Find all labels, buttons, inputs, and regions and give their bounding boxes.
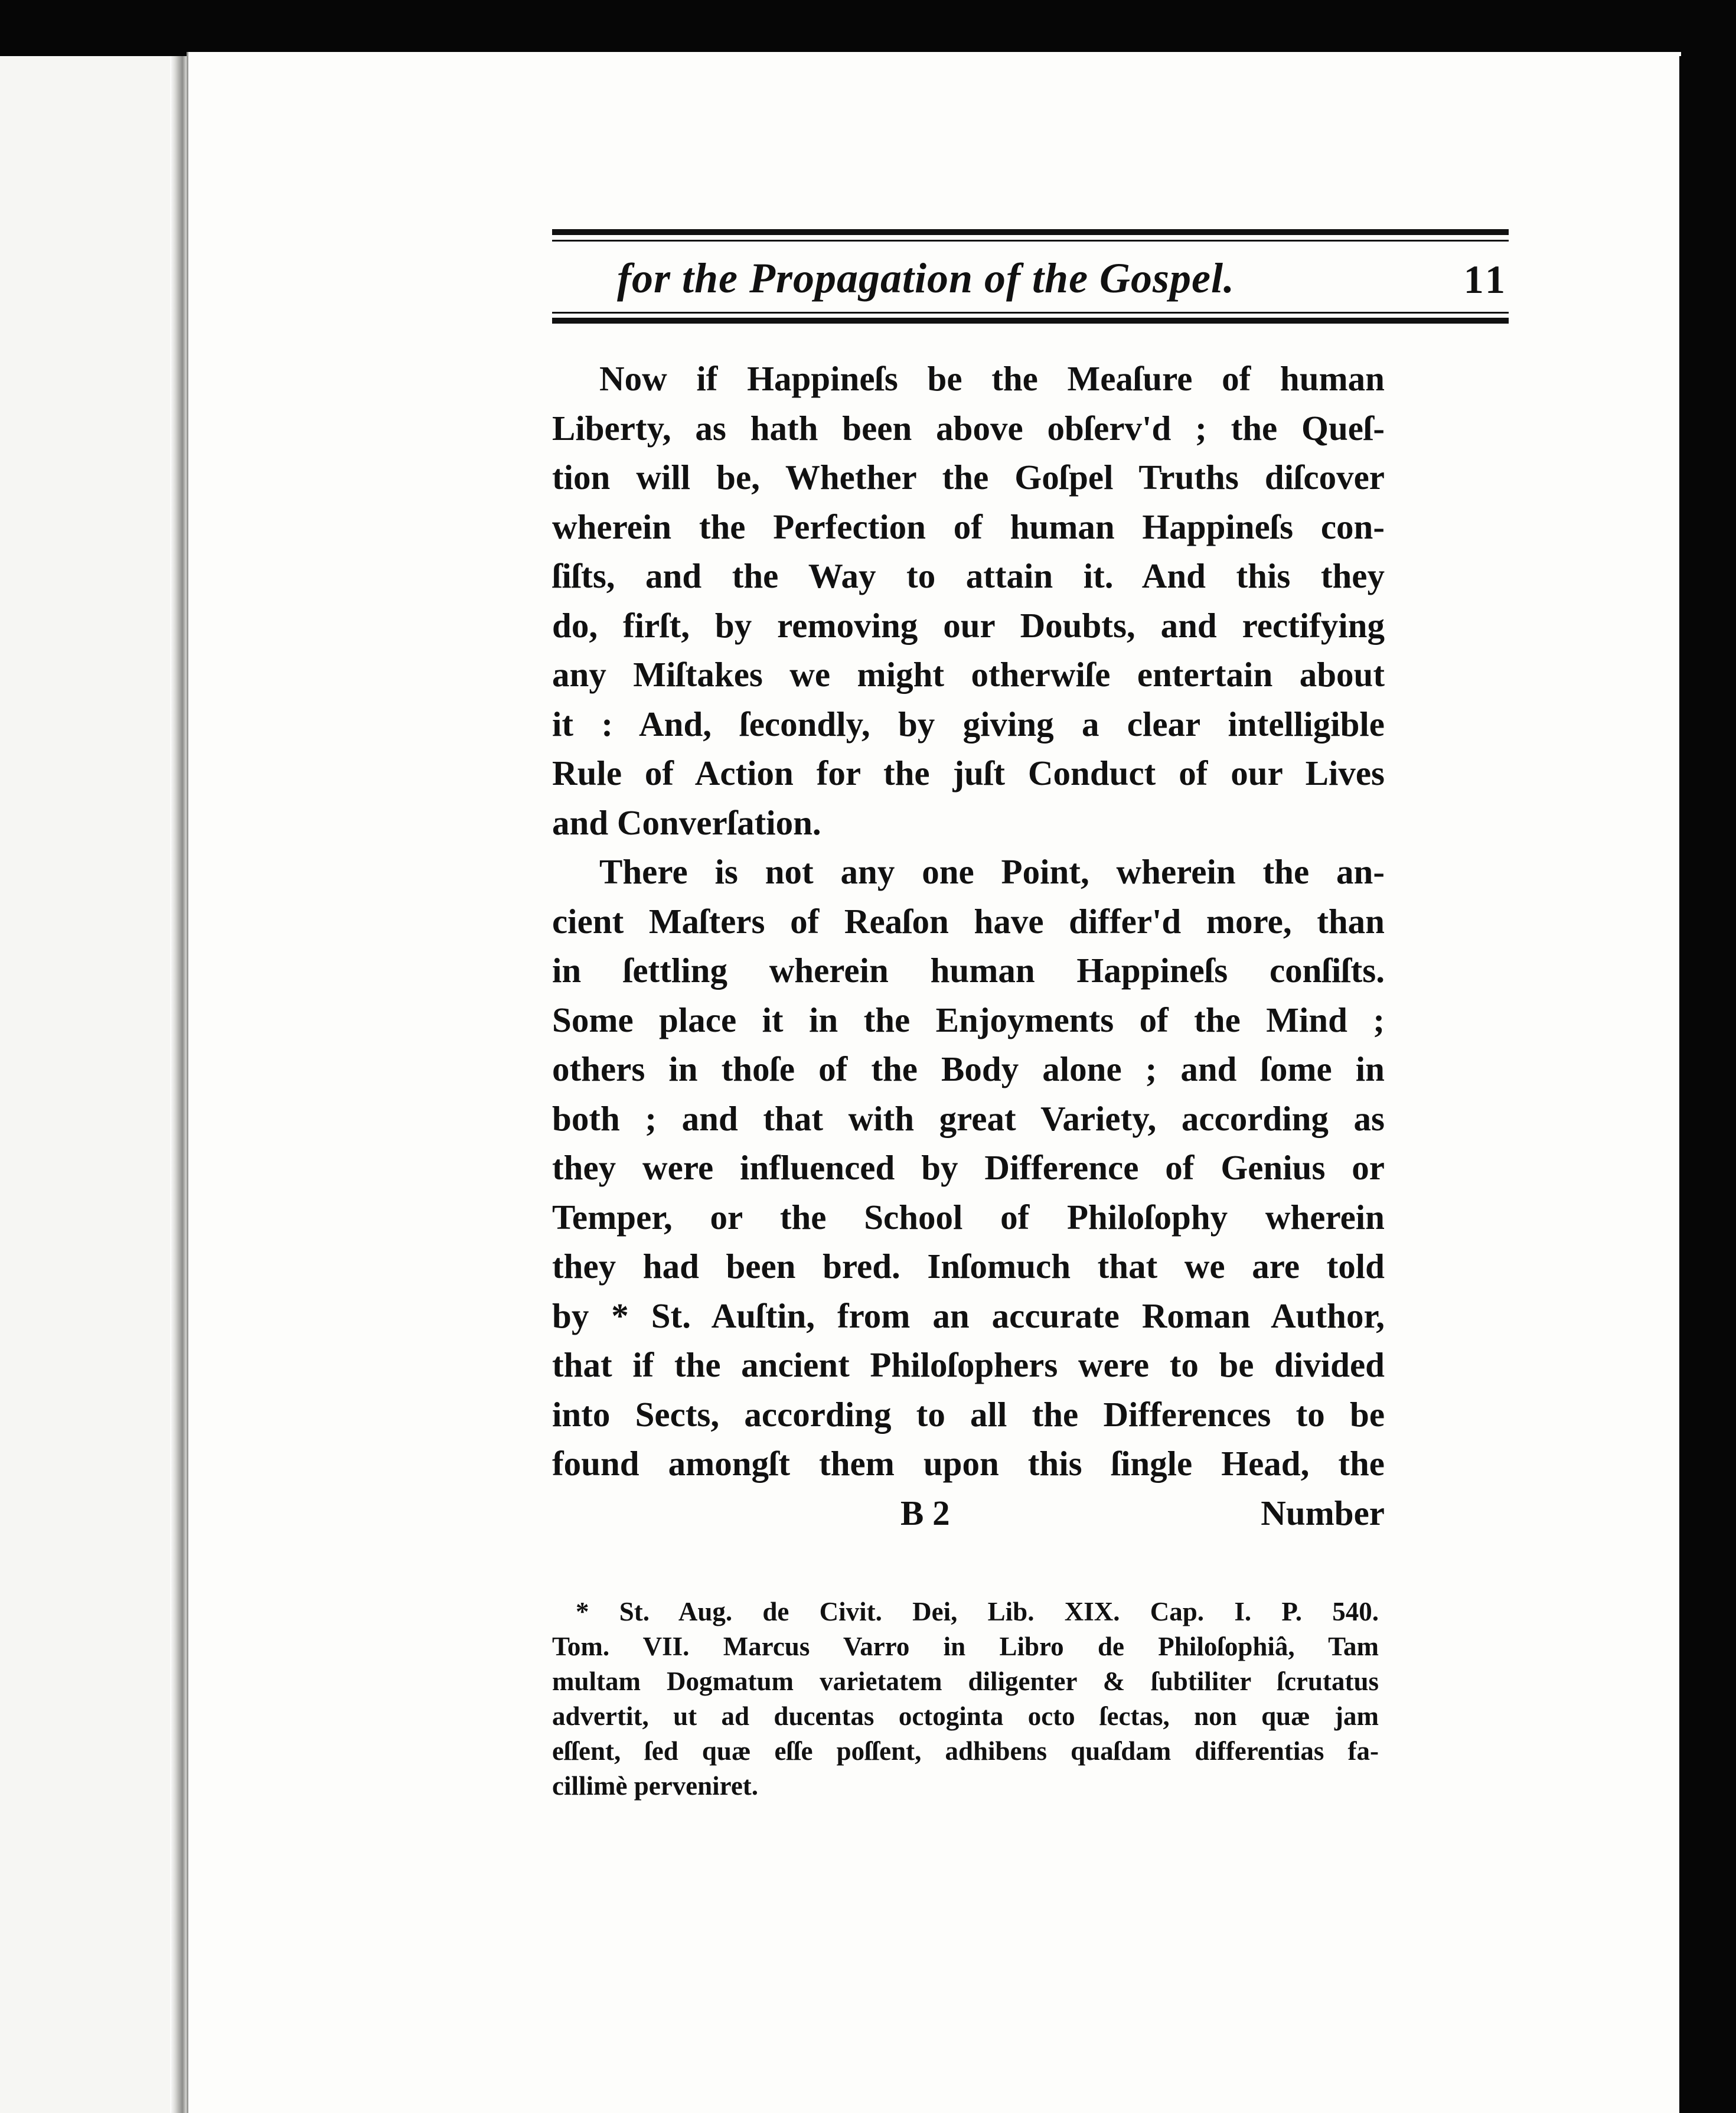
text-line: ſiſts, and the Way to attain it. And this they: [552, 556, 1385, 595]
text-line: by * St. Auſtin, from an accurate Roman Author,: [552, 1296, 1385, 1335]
main-text: [552, 354, 1385, 1538]
footnote-line: * St. Aug. de Civit. Dei, Lib. XIX. Cap. I. P. 540.: [576, 1597, 1379, 1626]
text-line: in ſettling wherein human Happineſs conſiſts.: [552, 951, 1385, 990]
text-line: wherein the Perfection of human Happineſs con-: [552, 507, 1385, 546]
text-line: There is not any one Point, wherein the an-: [599, 852, 1385, 891]
text-line: Liberty, as hath been above obſerv'd ; the Queſ-: [552, 408, 1385, 448]
footnote-line: multam Dogmatum varietatem diligenter & ſubtiliter ſcrutatus: [552, 1667, 1379, 1696]
catchword: Number: [1261, 1493, 1385, 1532]
header-rule-bottom-thin: [552, 312, 1509, 314]
text-line: Some place it in the Enjoyments of the Mind ;: [552, 1000, 1385, 1039]
text-line: and Converſation.: [552, 803, 821, 842]
text-line: Rule of Action for the juſt Conduct of our Lives: [552, 754, 1385, 793]
signature-row: [552, 1489, 1385, 1538]
text-line: do, firſt, by removing our Doubts, and rectifying: [552, 605, 1385, 645]
running-title: for the Propagation of the Gospel.: [617, 255, 1235, 302]
text-line: Now if Happineſs be the Meaſure of human: [599, 359, 1385, 398]
page-number: 11: [1463, 257, 1509, 302]
facing-page-edge: [0, 56, 177, 2113]
text-line: they were influenced by Difference of Genius or: [552, 1148, 1385, 1187]
text-line: both ; and that with great Variety, according as: [552, 1098, 1385, 1138]
footnote-line: advertit, ut ad ducentas octoginta octo ſectas, non quæ jam: [552, 1701, 1379, 1731]
text-line: they had been bred. Inſomuch that we are told: [552, 1247, 1385, 1286]
text-line: cient Maſters of Reaſon have differ'd more, than: [552, 901, 1385, 941]
text-line: that if the ancient Philoſophers were to be divided: [552, 1345, 1385, 1384]
footnote-line: Tom. VII. Marcus Varro in Libro de Philoſophiâ, Tam: [552, 1632, 1379, 1661]
scan-background-right: [1679, 56, 1736, 2113]
text-line: found amongſt them upon this ſingle Head, the: [552, 1444, 1385, 1483]
footnote: [552, 1594, 1379, 1804]
scan-background-top: [0, 0, 1736, 59]
footnote-line: eſſent, ſed quæ eſſe poſſent, adhibens quaſdam differentias fa-: [552, 1736, 1379, 1766]
book-gutter: [170, 56, 188, 2113]
header-rule-bottom: [552, 318, 1509, 324]
paragraph-1: [552, 354, 1385, 847]
header-rule-top: [552, 229, 1509, 235]
text-line: Temper, or the School of Philoſophy wherein: [552, 1197, 1385, 1237]
text-line: it : And, ſecondly, by giving a clear intelligible: [552, 704, 1385, 744]
text-line: into Sects, according to all the Differences to be: [552, 1394, 1385, 1434]
printer-signature: B 2: [900, 1493, 950, 1532]
text-line: any Miſtakes we might otherwiſe entertain about: [552, 655, 1385, 694]
header-rule-top-thin: [552, 240, 1509, 242]
footnote-line: cillimè perveniret.: [552, 1771, 759, 1801]
paragraph-2: [552, 847, 1385, 1489]
text-line: tion will be, Whether the Goſpel Truths diſcover: [552, 458, 1385, 497]
text-line: others in thoſe of the Body alone ; and ſome in: [552, 1049, 1385, 1088]
page-header: [552, 229, 1509, 347]
